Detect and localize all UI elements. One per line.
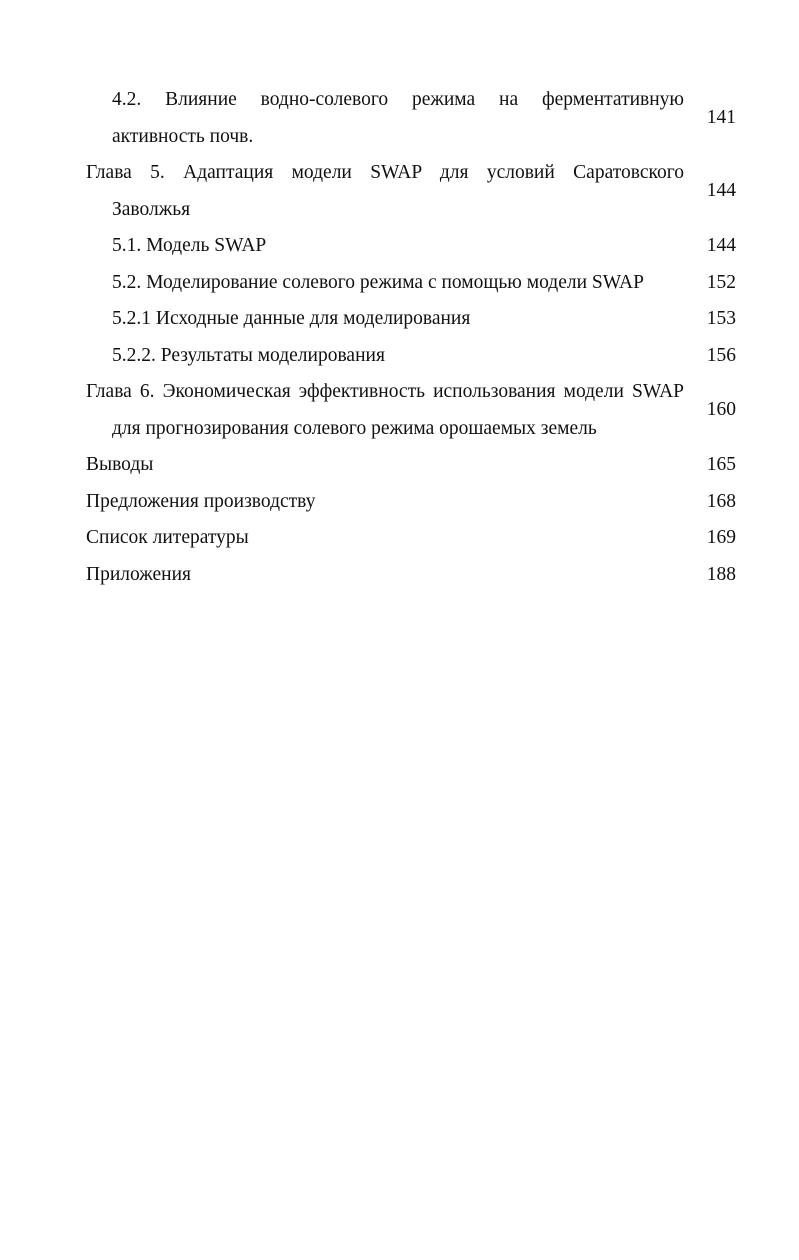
toc-entry-conclusions[interactable] <box>86 447 736 484</box>
toc-entry-title-line1: Глава 6. Экономическая эффективность использования модели SWAP <box>86 381 684 402</box>
toc-entry-proposals[interactable] <box>86 484 736 521</box>
toc-entry-references[interactable] <box>86 520 736 557</box>
toc-entry-4-2[interactable] <box>86 82 736 155</box>
toc-entry-page: 188 <box>706 563 736 585</box>
toc-entry-appendices[interactable] <box>86 557 736 594</box>
toc-entry-page: 152 <box>706 271 736 293</box>
toc-entry-page: 160 <box>706 399 736 421</box>
toc-entry-page: 144 <box>706 235 736 256</box>
toc-entry-chapter-5[interactable] <box>86 155 736 228</box>
toc-entry-title-line2: активность почв. <box>112 125 254 147</box>
toc-entry-title: Предложения производству <box>86 490 316 512</box>
toc-entry-title: 5.1. Модель SWAP <box>112 235 267 256</box>
toc-entry-page: 168 <box>706 490 736 512</box>
toc-entry-5-2[interactable] <box>86 265 736 302</box>
toc-entry-page: 165 <box>706 454 736 475</box>
toc-entry-title-line2: Заволжья <box>112 198 191 220</box>
toc-entry-title <box>86 155 684 228</box>
toc-entry-title <box>86 82 684 155</box>
toc-entry-title-line2: для прогнозирования солевого режима орошаемых земель <box>112 417 597 439</box>
toc-entry-title-line1: Глава 5. Адаптация модели SWAP для условий Саратовского <box>86 162 684 183</box>
toc-entry-5-2-2[interactable] <box>86 338 736 375</box>
toc-entry-title <box>86 374 684 447</box>
toc-entry-5-2-1[interactable] <box>86 301 736 338</box>
toc-entry-page: 169 <box>706 527 736 548</box>
toc-entry-5-1[interactable] <box>86 228 736 265</box>
toc-entry-title: Список литературы <box>86 527 249 548</box>
toc-entry-page: 141 <box>706 107 736 129</box>
table-of-contents <box>86 82 736 593</box>
toc-entry-title: 5.2. Моделирование солевого режима с помощью модели SWAP <box>112 271 644 293</box>
toc-entry-chapter-6[interactable] <box>86 374 736 447</box>
toc-entry-page: 156 <box>706 344 736 366</box>
toc-entry-page: 144 <box>706 180 736 202</box>
toc-entry-title: 5.2.1 Исходные данные для моделирования <box>112 308 471 329</box>
toc-entry-title: Выводы <box>86 454 154 475</box>
toc-entry-title-line1: 4.2. Влияние водно-солевого режима на ферментативную <box>112 89 684 110</box>
toc-entry-title: Приложения <box>86 563 191 585</box>
toc-entry-page: 153 <box>706 308 736 329</box>
toc-entry-title: 5.2.2. Результаты моделирования <box>112 344 385 366</box>
